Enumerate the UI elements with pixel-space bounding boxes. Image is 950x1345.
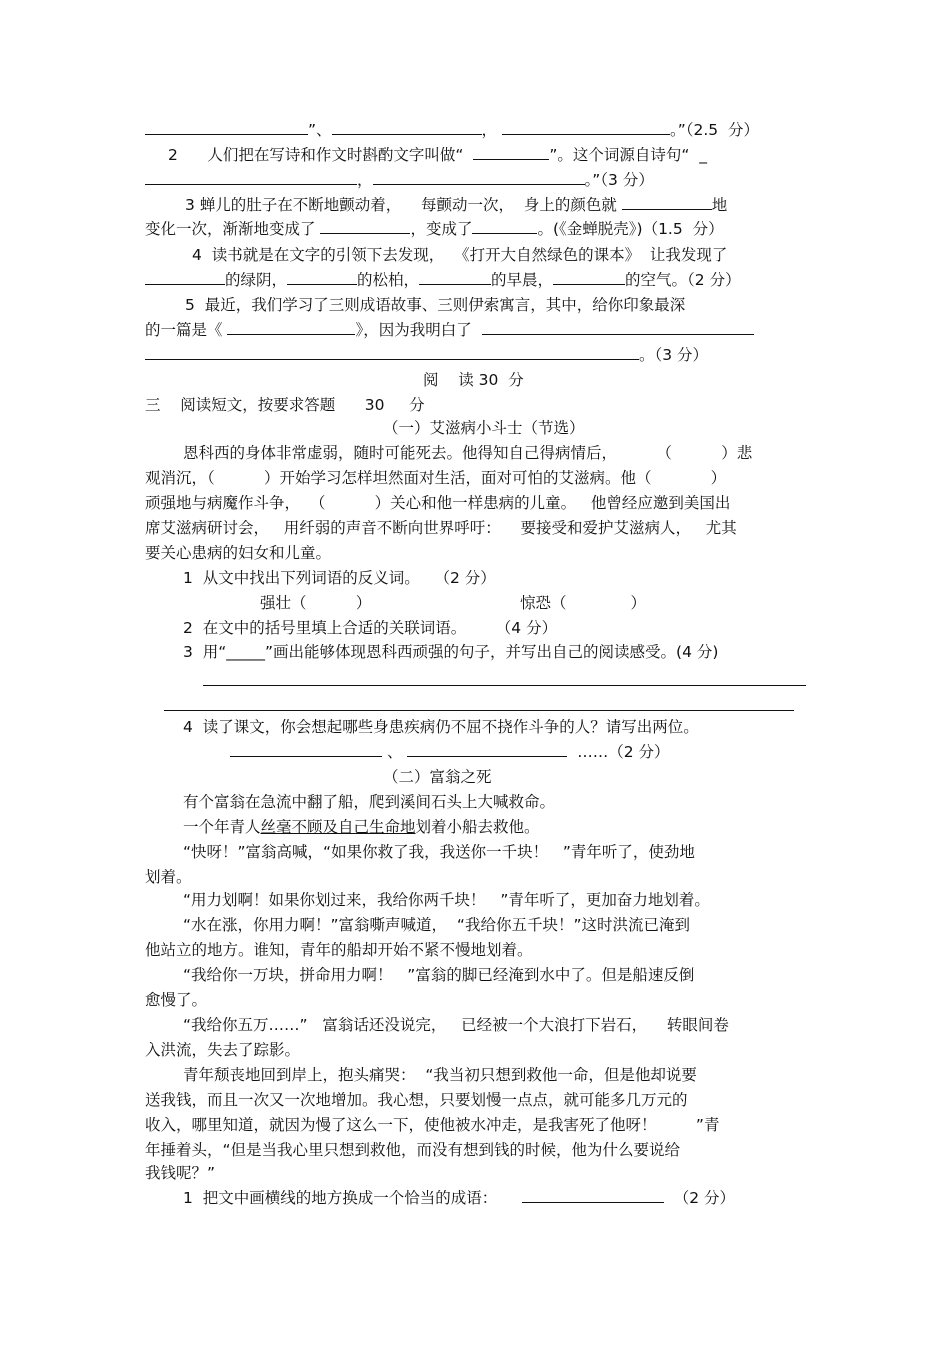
passage-2-question-1: 1 把文中画横线的地方换成一个恰当的成语： （2 分） — [183, 1189, 736, 1207]
passage-1-line: 要关心患病的妇女和儿童。 — [145, 544, 332, 562]
fill-line-1: ”、 ， 。”（2.5 分） — [145, 120, 759, 140]
answer-line — [203, 685, 806, 686]
passage-1-line: 观消沉，（ ）开始学习怎样坦然面对生活，面对可怕的艾滋病。他（ ） — [145, 469, 727, 487]
passage-2-line: “快呀！”富翁高喊，“如果你救了我，我送你一千块！ ”青年听了，使劲地 — [183, 843, 695, 861]
passage-2-line: “水在涨，你用力啊！”富翁嘶声喊道， “我给你五千块！”这时洪流已淹到 — [183, 916, 690, 934]
passage-2-title: （二）富翁之死 — [383, 768, 492, 786]
antonym-blank-1: 强壮（ ） — [260, 594, 372, 612]
passage-1-question-3: 3 用“_____”画出能够体现恩科西顽强的句子，并写出自己的阅读感受。(4 分) — [183, 643, 719, 661]
fill-question-4-cont: 的绿阴， 的松柏， 的早晨， 的空气。（2 分） — [145, 270, 741, 290]
passage-1-title: （一）艾滋病小斗士（节选） — [383, 419, 585, 437]
fill-question-3: 3 蝉儿的肚子在不断地颤动着， 每颤动一次， 身上的颜色就 地 — [185, 196, 728, 214]
passage-2-line: 愈慢了。 — [145, 991, 208, 1009]
fill-question-3-cont: 变化一次，渐渐地变成了 ，变成了 。(《金蝉脱壳》)（1.5 分） — [145, 220, 724, 238]
fill-question-2: 2 人们把在写诗和作文时斟酌文字叫做“ ”。这个词源自诗句“ _ — [168, 146, 707, 164]
underlined-phrase: 丝毫不顾及自己生命地 — [260, 818, 416, 836]
section-title: 阅 读 30 分 — [423, 371, 524, 389]
passage-2-line: 他站立的地方。谁知，青年的船却开始不紧不慢地划着。 — [145, 941, 533, 959]
passage-2-line: 一个年青人丝毫不顾及自己生命地划着小船去救他。 — [183, 818, 540, 836]
passage-2-line: 送我钱，而且一次又一次地增加。我心想，只要划慢一点点，就可能多几万元的 — [145, 1091, 688, 1109]
passage-1-line: 顽强地与病魔作斗争， （ ）关心和他一样患病的儿童。 他曾经应邀到美国出 — [145, 494, 731, 512]
passage-2-line: “我给你一万块，拼命用力啊！ ”富翁的脚已经淹到水中了。但是船速反倒 — [183, 966, 695, 984]
passage-2-line: “我给你五万……” 富翁话还没说完， 已经被一个大浪打下岩石， 转眼间卷 — [183, 1016, 729, 1034]
passage-1-question-4-answers: 、 ……（2 分） — [230, 742, 670, 762]
passage-1-question-1: 1 从文中找出下列词语的反义词。 （2 分） — [183, 569, 496, 587]
fill-question-5: 5 最近，我们学习了三则成语故事、三则伊索寓言，其中，给你印象最深 — [185, 296, 686, 314]
passage-1-question-4: 4 读了课文，你会想起哪些身患疾病仍不屈不挠作斗争的人？请写出两位。 — [183, 718, 699, 736]
passage-1-line: 席艾滋病研讨会， 用纤弱的声音不断向世界呼吁： 要接受和爱护艾滋病人， 尤其 — [145, 519, 737, 537]
passage-2-line: 青年颓丧地回到岸上，抱头痛哭： “我当初只想到救他一命，但是他却说要 — [183, 1066, 697, 1084]
fill-question-5-cont: 的一篇是《 》，因为我明白了 — [145, 320, 754, 340]
fill-question-5-end: 。（3 分） — [145, 345, 708, 365]
antonym-blank-2: 惊恐（ ） — [520, 594, 647, 612]
passage-2-line: 划着。 — [145, 868, 192, 886]
passage-2-line: 我钱呢？” — [145, 1164, 216, 1182]
reading-heading: 三 阅读短文，按要求答题 30 分 — [145, 396, 425, 414]
passage-1-line: 恩科西的身体非常虚弱，随时可能死去。他得知自己得病情后， （ ）悲 — [183, 444, 753, 462]
passage-2-line: 年捶着头，“但是当我心里只想到救他，而没有想到钱的时候，他为什么要说给 — [145, 1141, 681, 1159]
fill-question-4: 4 读书就是在文字的引领下去发现， 《打开大自然绿色的课本》 让我发现了 — [192, 246, 728, 264]
passage-1-question-2: 2 在文中的括号里填上合适的关联词语。 （4 分） — [183, 619, 558, 637]
passage-2-line: “用力划啊！如果你划过来，我给你两千块！ ”青年听了，更加奋力地划着。 — [183, 891, 710, 909]
passage-2-line: 收入，哪里知道，就因为慢了这么一下，使他被水冲走，是我害死了他呀！ ”青 — [145, 1116, 720, 1134]
passage-2-line: 入洪流，失去了踪影。 — [145, 1041, 301, 1059]
passage-2-line: 有个富翁在急流中翻了船，爬到溪间石头上大喊救命。 — [183, 793, 556, 811]
answer-line — [164, 710, 794, 711]
fill-question-2-cont: ， 。”（3 分） — [145, 170, 654, 190]
